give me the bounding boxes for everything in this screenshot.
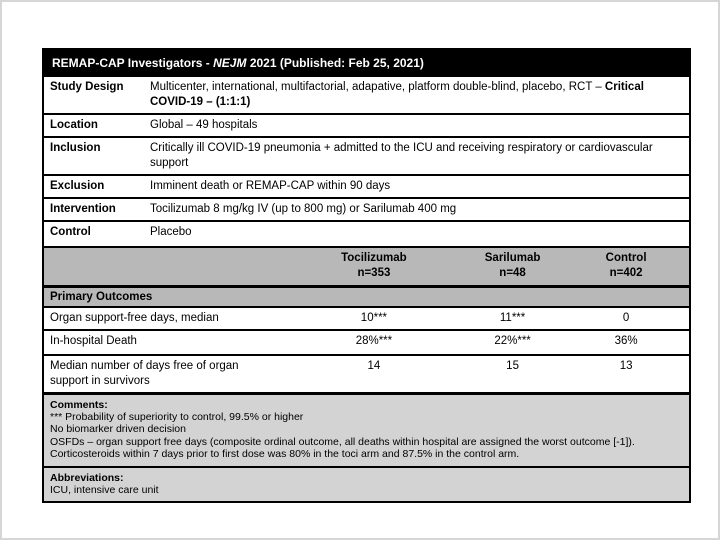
arm-header-spacer <box>44 251 286 282</box>
study-design-value-bold: Critical COVID-19 – (1:1:1) <box>150 81 644 108</box>
arm-n: n=48 <box>499 267 526 280</box>
row-value: Global – 49 hospitals <box>150 119 258 131</box>
comment-line: OSFDs – organ support free days (composite ordinal outcome, all deaths within hospital are assigned the worst outcome [-1]). <box>50 435 635 448</box>
intervention-row <box>44 199 689 222</box>
arm-columns-header <box>44 248 689 288</box>
study-design-row <box>44 77 689 115</box>
outcome-value-sarilumab: 11*** <box>499 311 526 324</box>
outcome-value-tocilizumab: 28%*** <box>355 334 393 347</box>
outcome-row-osfd <box>44 308 689 331</box>
title-prefix: REMAP-CAP Investigators - <box>52 56 214 70</box>
row-value: Imminent death or REMAP-CAP within 90 days <box>150 179 391 192</box>
arm-name: Sarilumab <box>484 251 541 264</box>
outcome-value-control: 13 <box>619 359 633 372</box>
arm-header-sarilumab <box>462 251 563 282</box>
outcome-value-tocilizumab: 14 <box>367 359 381 372</box>
comments-heading: Comments: <box>50 398 108 411</box>
arm-n: n=353 <box>357 267 391 280</box>
arm-name: Tocilizumab <box>341 251 407 264</box>
row-label: Control <box>50 225 91 238</box>
comment-line: Corticosteroids within 7 days prior to first dose was 80% in the toci arm and 87.5% in the control arm. <box>50 448 520 461</box>
study-summary-table <box>42 48 691 503</box>
outcome-value-sarilumab: 22%*** <box>494 334 531 347</box>
comment-line: *** Probability of superiority to control, 99.5% or higher <box>50 411 304 424</box>
primary-outcomes-header: Primary Outcomes <box>44 288 689 308</box>
outcome-label: Median number of days free of organ support in survivors <box>50 359 239 387</box>
location-row <box>44 115 689 138</box>
exclusion-row <box>44 176 689 199</box>
outcome-label: Organ support-free days, median <box>50 311 219 324</box>
study-design-value-regular: Multicenter, international, multifactorial, adapative, platform double-blind, placebo, RCT – <box>150 81 605 93</box>
row-value: Placebo <box>150 225 192 238</box>
row-label: Inclusion <box>50 141 101 154</box>
row-value: Critically ill COVID-19 pneumonia + admitted to the ICU and receiving respiratory or cardiovascular support <box>150 141 653 169</box>
outcome-value-tocilizumab: 10*** <box>360 311 388 324</box>
row-value <box>145 77 689 113</box>
abbreviations-block <box>44 468 689 502</box>
title-suffix: 2021 (Published: Feb 25, 2021) <box>246 56 424 70</box>
arm-name: Control <box>605 251 647 264</box>
outcome-value-control: 0 <box>622 311 630 324</box>
arm-header-tocilizumab <box>286 251 462 282</box>
row-label: Study Design <box>50 81 124 93</box>
abbreviations-heading: Abbreviations: <box>50 471 124 484</box>
arm-n: n=402 <box>609 267 643 280</box>
inclusion-row <box>44 138 689 176</box>
abbreviation-line: ICU, intensive care unit <box>50 483 159 496</box>
outcome-row-days-free-survivors <box>44 356 689 395</box>
outcome-value-sarilumab: 15 <box>506 359 519 372</box>
arm-header-control <box>563 251 689 282</box>
comments-block <box>44 395 689 468</box>
outcome-label: In-hospital Death <box>50 334 137 347</box>
row-value: Tocilizumab 8 mg/kg IV (up to 800 mg) or Sarilumab 400 mg <box>150 202 457 215</box>
outcome-row-death <box>44 331 689 356</box>
table-title-bar <box>44 50 689 77</box>
row-label: Intervention <box>50 202 116 215</box>
outcome-value-control: 36% <box>614 334 638 347</box>
row-label: Exclusion <box>50 179 105 192</box>
control-row <box>44 222 689 248</box>
row-label: Location <box>50 119 98 131</box>
journal-name: NEJM <box>213 56 247 70</box>
comment-line: No biomarker driven decision <box>50 423 186 436</box>
